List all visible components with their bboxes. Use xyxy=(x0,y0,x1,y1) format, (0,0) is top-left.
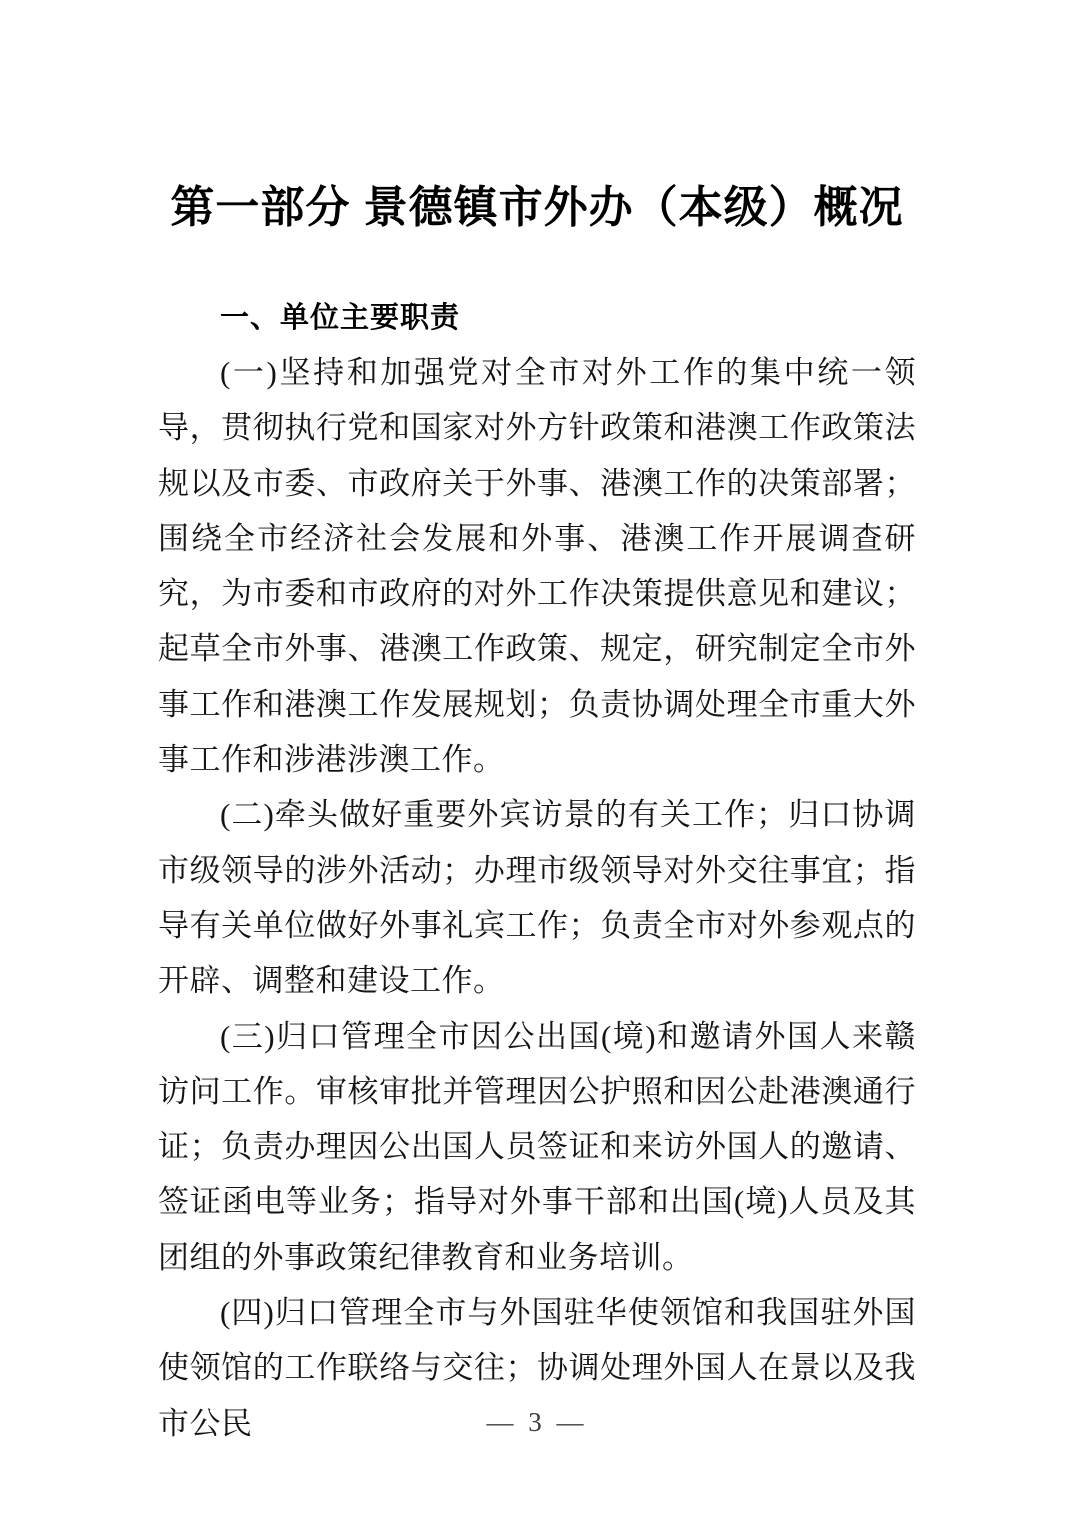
page-number: — 3 — xyxy=(486,1407,588,1437)
paragraph-duty-1: (一)坚持和加强党对全市对外工作的集中统一领导，贯彻执行党和国家对外方针政策和港澳工作政策法规以及市委、市政府关于外事、港澳工作的决策部署；围绕全市经济社会发展和外事、港澳工作开展调查研究，为市委和市政府的对外工作决策提供意见和建议；起草全市外事、港澳工作政策、规定，研究制定全市外事工作和港澳工作发展规划；负责协调处理全市重大外事工作和涉港涉澳工作。 xyxy=(158,355,916,778)
paragraph-duty-3: (三)归口管理全市因公出国(境)和邀请外国人来赣访问工作。审核审批并管理因公护照和因公赴港澳通行证；负责办理因公出国人员签证和来访外国人的邀请、签证函电等业务；指导对外事干部和出国(境)人员及其团组的外事政策纪律教育和业务培训。 xyxy=(158,1018,916,1275)
document-body xyxy=(158,345,916,1451)
section-heading: 一、单位主要职责 xyxy=(220,302,461,334)
document-title: 第一部分 景德镇市外办（本级）概况 xyxy=(170,183,904,232)
paragraph-duty-4: (四)归口管理全市与外国驻华使领馆和我国驻外国使领馆的工作联络与交往；协调处理外国人在景以及我市公民 xyxy=(158,1295,916,1441)
paragraph-duty-2: (二)牵头做好重要外宾访景的有关工作；归口协调市级领导的涉外活动；办理市级领导对外交往事宜；指导有关单位做好外事礼宾工作；负责全市对外参观点的开辟、调整和建设工作。 xyxy=(158,797,916,999)
